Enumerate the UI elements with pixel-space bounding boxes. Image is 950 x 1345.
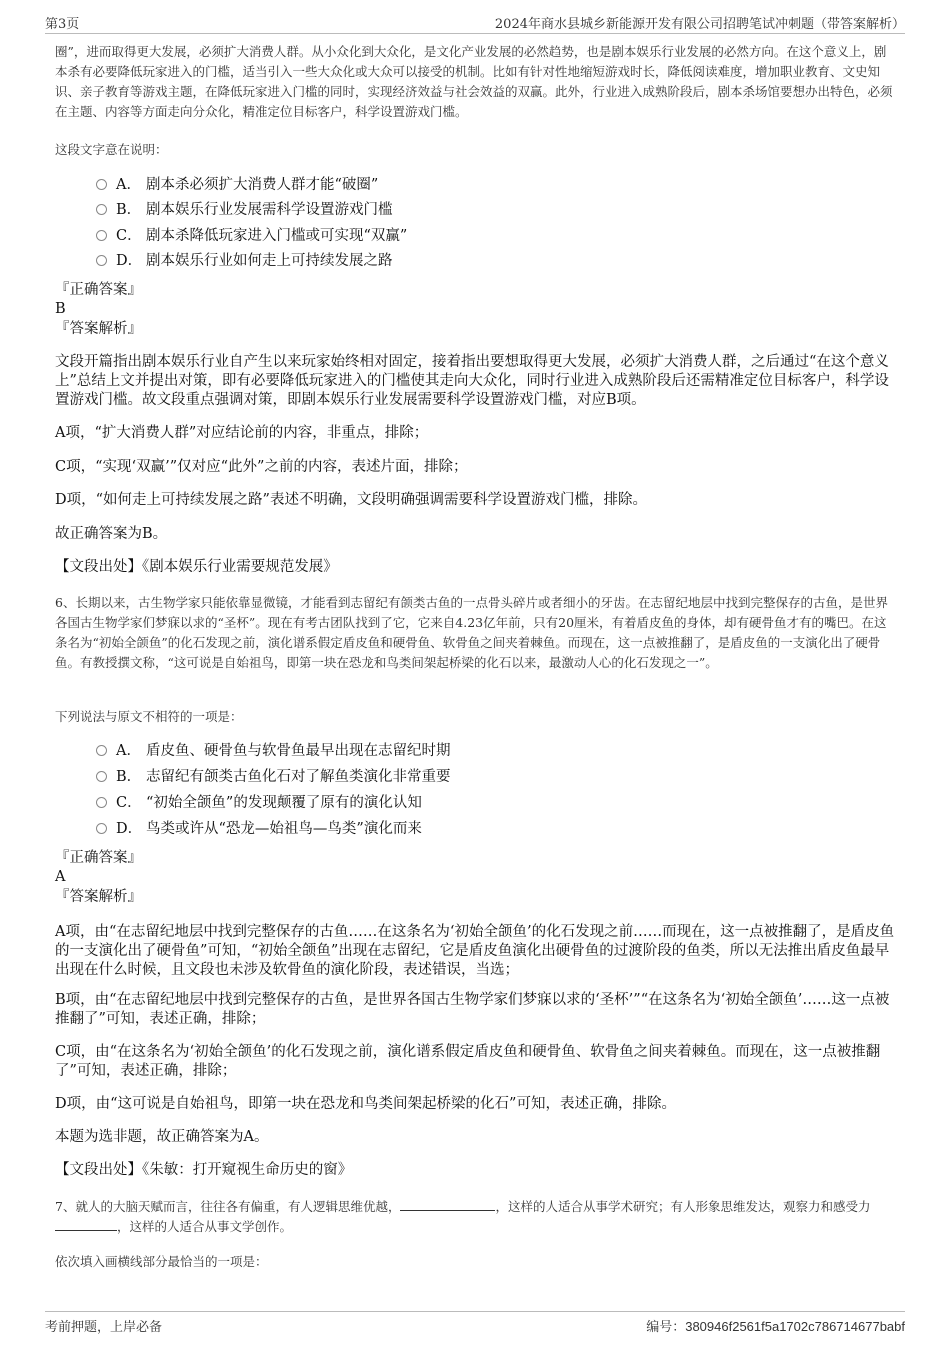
radio-icon[interactable] [96,230,107,241]
q5-option-c[interactable]: C． 剧本杀降低玩家进入门槛或可实现“双赢” [96,226,407,246]
q5-passage: 圈”，进而取得更大发展，必须扩大消费人群。从小众化到大众化，是文化产业发展的必然趋势，也是剧本娱乐行业发展的必然方向。在这个意义上，剧本杀有必要降低玩家进入的门槛，适当引入一些大众化或大众可以接受的机制。比如有针对性地缩短游戏时长，降低阅读难度，增加职业教育、文史知识、亲子教育等游戏主题，在降低玩家进入门槛的同时，实现经济效益与社会效益的双赢。此外，行业进入成熟阶段后，剧本杀场馆要想办出特色，必须在主题、内容等方面走向分众化，精准定位目标客户，科学设置游戏门槛。 [55,44,893,119]
radio-icon[interactable] [96,255,107,266]
q5-analysis-main: 文段开篇指出剧本娱乐行业自产生以来玩家始终相对固定，接着指出要想取得更大发展，必须扩大消费人群，之后通过“在这个意义上”总结上文并提出对策，即有必要降低玩家进入的门槛使其走向大众化，同时行业进入成熟阶段后还需精准定位目标客户，科学设置游戏门槛。故文段重点强调对策，即剧本娱乐行业发展需要科学设置游戏门槛，对应B项。 [55,354,889,408]
q6-analysis-label: 『答案解析』 [55,889,142,905]
q5-analysis-label: 『答案解析』 [55,321,142,337]
q5-option-b[interactable]: B． 剧本娱乐行业发展需科学设置游戏门槛 [96,200,393,220]
q5-option-d[interactable]: D． 剧本娱乐行业如何走上可持续发展之路 [96,251,393,271]
radio-icon[interactable] [96,745,107,756]
q6-option-a[interactable]: A． 盾皮鱼、硬骨鱼与软骨鱼最早出现在志留纪时期 [96,741,451,761]
radio-icon[interactable] [96,797,107,808]
radio-icon[interactable] [96,771,107,782]
q5-source: 【文段出处】《剧本娱乐行业需要规范发展》 [55,559,338,575]
q5-conclusion: 故正确答案为B。 [55,526,168,542]
page-footer [45,1311,905,1337]
q6-analysis-d: D项，由“这可说是自始祖鸟，即第一块在恐龙和鸟类间架起桥梁的化石”可知，表述正确，排除。 [55,1096,676,1112]
q6-source: 【文段出处】《朱敏：打开窥视生命历史的窗》 [55,1162,353,1178]
radio-icon[interactable] [96,179,107,190]
q7-prompt: 依次填入画横线部分最恰当的一项是： [55,1254,268,1269]
q6-passage: 6、长期以来，古生物学家只能依靠显微镜，才能看到志留纪有颌类古鱼的一点骨头碎片或者细小的牙齿。在志留纪地层中找到完整保存的古鱼，是世界各国古生物学家们梦寐以求的“圣杯”。现在有考古团队找到了它，它来自4.23亿年前，只有20厘米，有着盾皮鱼的身体，却有硬骨鱼才有的嘴巴。在这条名为“初始全颌鱼”的化石发现之前，演化谱系假定盾皮鱼和硬骨鱼、软骨鱼之间夹着棘鱼。而现在，这一点被推翻了，是盾皮鱼的一支演化出了硬骨鱼。有教授撰文称，“这可说是自始祖鸟，即第一块在恐龙和鸟类间架起桥梁的化石以来，最激动人心的化石发现之一”。 [55,595,888,670]
q6-prompt: 下列说法与原文不相符的一项是： [55,709,243,724]
document-title: 2024年商水县城乡新能源开发有限公司招聘笔试冲刺题（带答案解析） [494,17,905,32]
q5-option-a[interactable]: A． 剧本杀必须扩大消费人群才能“破圈” [96,175,378,195]
q6-analysis-b: B项，由“在志留纪地层中找到完整保存的古鱼，是世界各国古生物学家们梦寐以求的‘圣杯’”“在这条名为‘初始全颌鱼’……这一点被推翻了”可知，表述正确，排除； [55,992,890,1027]
q6-option-d[interactable]: D． 鸟类或许从“恐龙—始祖鸟—鸟类”演化而来 [96,819,422,839]
q6-option-b[interactable]: B． 志留纪有颌类古鱼化石对了解鱼类演化非常重要 [96,767,451,787]
q6-answer: A [55,869,66,885]
radio-icon[interactable] [96,823,107,834]
q6-option-c[interactable]: C． “初始全颌鱼”的发现颠覆了原有的演化认知 [96,793,422,813]
q6-conclusion: 本题为选非题，故正确答案为A。 [55,1129,269,1145]
q5-prompt: 这段文字意在说明： [55,142,168,157]
fill-blank-2[interactable] [55,1217,117,1231]
q5-analysis-a: A项，“扩大消费人群”对应结论前的内容，非重点，排除； [55,425,429,441]
q5-analysis-c: C项，“实现‘双赢’”仅对应“此外”之前的内容，表述片面，排除； [55,459,468,475]
q6-analysis-c: C项，由“在这条名为‘初始全颌鱼’的化石发现之前，演化谱系假定盾皮鱼和硬骨鱼、软骨鱼之间夹着棘鱼。而现在，这一点被推翻了”可知，表述正确，排除； [55,1044,881,1079]
page-header [45,13,905,34]
q5-analysis-d: D项，“如何走上可持续发展之路”表述不明确，文段明确强调需要科学设置游戏门槛，排除。 [55,492,647,508]
q6-analysis-a: A项，由“在志留纪地层中找到完整保存的古鱼……在这条名为‘初始全颌鱼’的化石发现之前……而现在，这一点被推翻了，是盾皮鱼的一支演化出了硬骨鱼”可知，“初始全颌鱼”出现在志留纪，它是盾皮鱼演化出硬骨鱼的过渡阶段的鱼类，所以无法推出盾皮鱼最早出现在什么时候，且文段也未涉及软骨鱼的演化阶段，表述错误，当选； [55,924,895,978]
q7-stem: 7、就人的大脑天赋而言，往往各有偏重，有人逻辑思维优越， ，这样的人适合从事学术研究；有人形象思维发达，观察力和感受力，这样的人适合从事文学创作。 [55,1199,871,1234]
q5-answer: B [55,301,66,317]
footer-slogan: 考前押题，上岸必备 [45,1320,163,1335]
q6-answer-label: 『正确答案』 [55,850,142,866]
q5-answer-label: 『正确答案』 [55,282,142,298]
document-code: 编号：380946f2561f5a1702c786714677babf [646,1319,905,1334]
fill-blank-1[interactable] [400,1197,495,1211]
radio-icon[interactable] [96,204,107,215]
page-number: 第3页 [45,17,80,32]
